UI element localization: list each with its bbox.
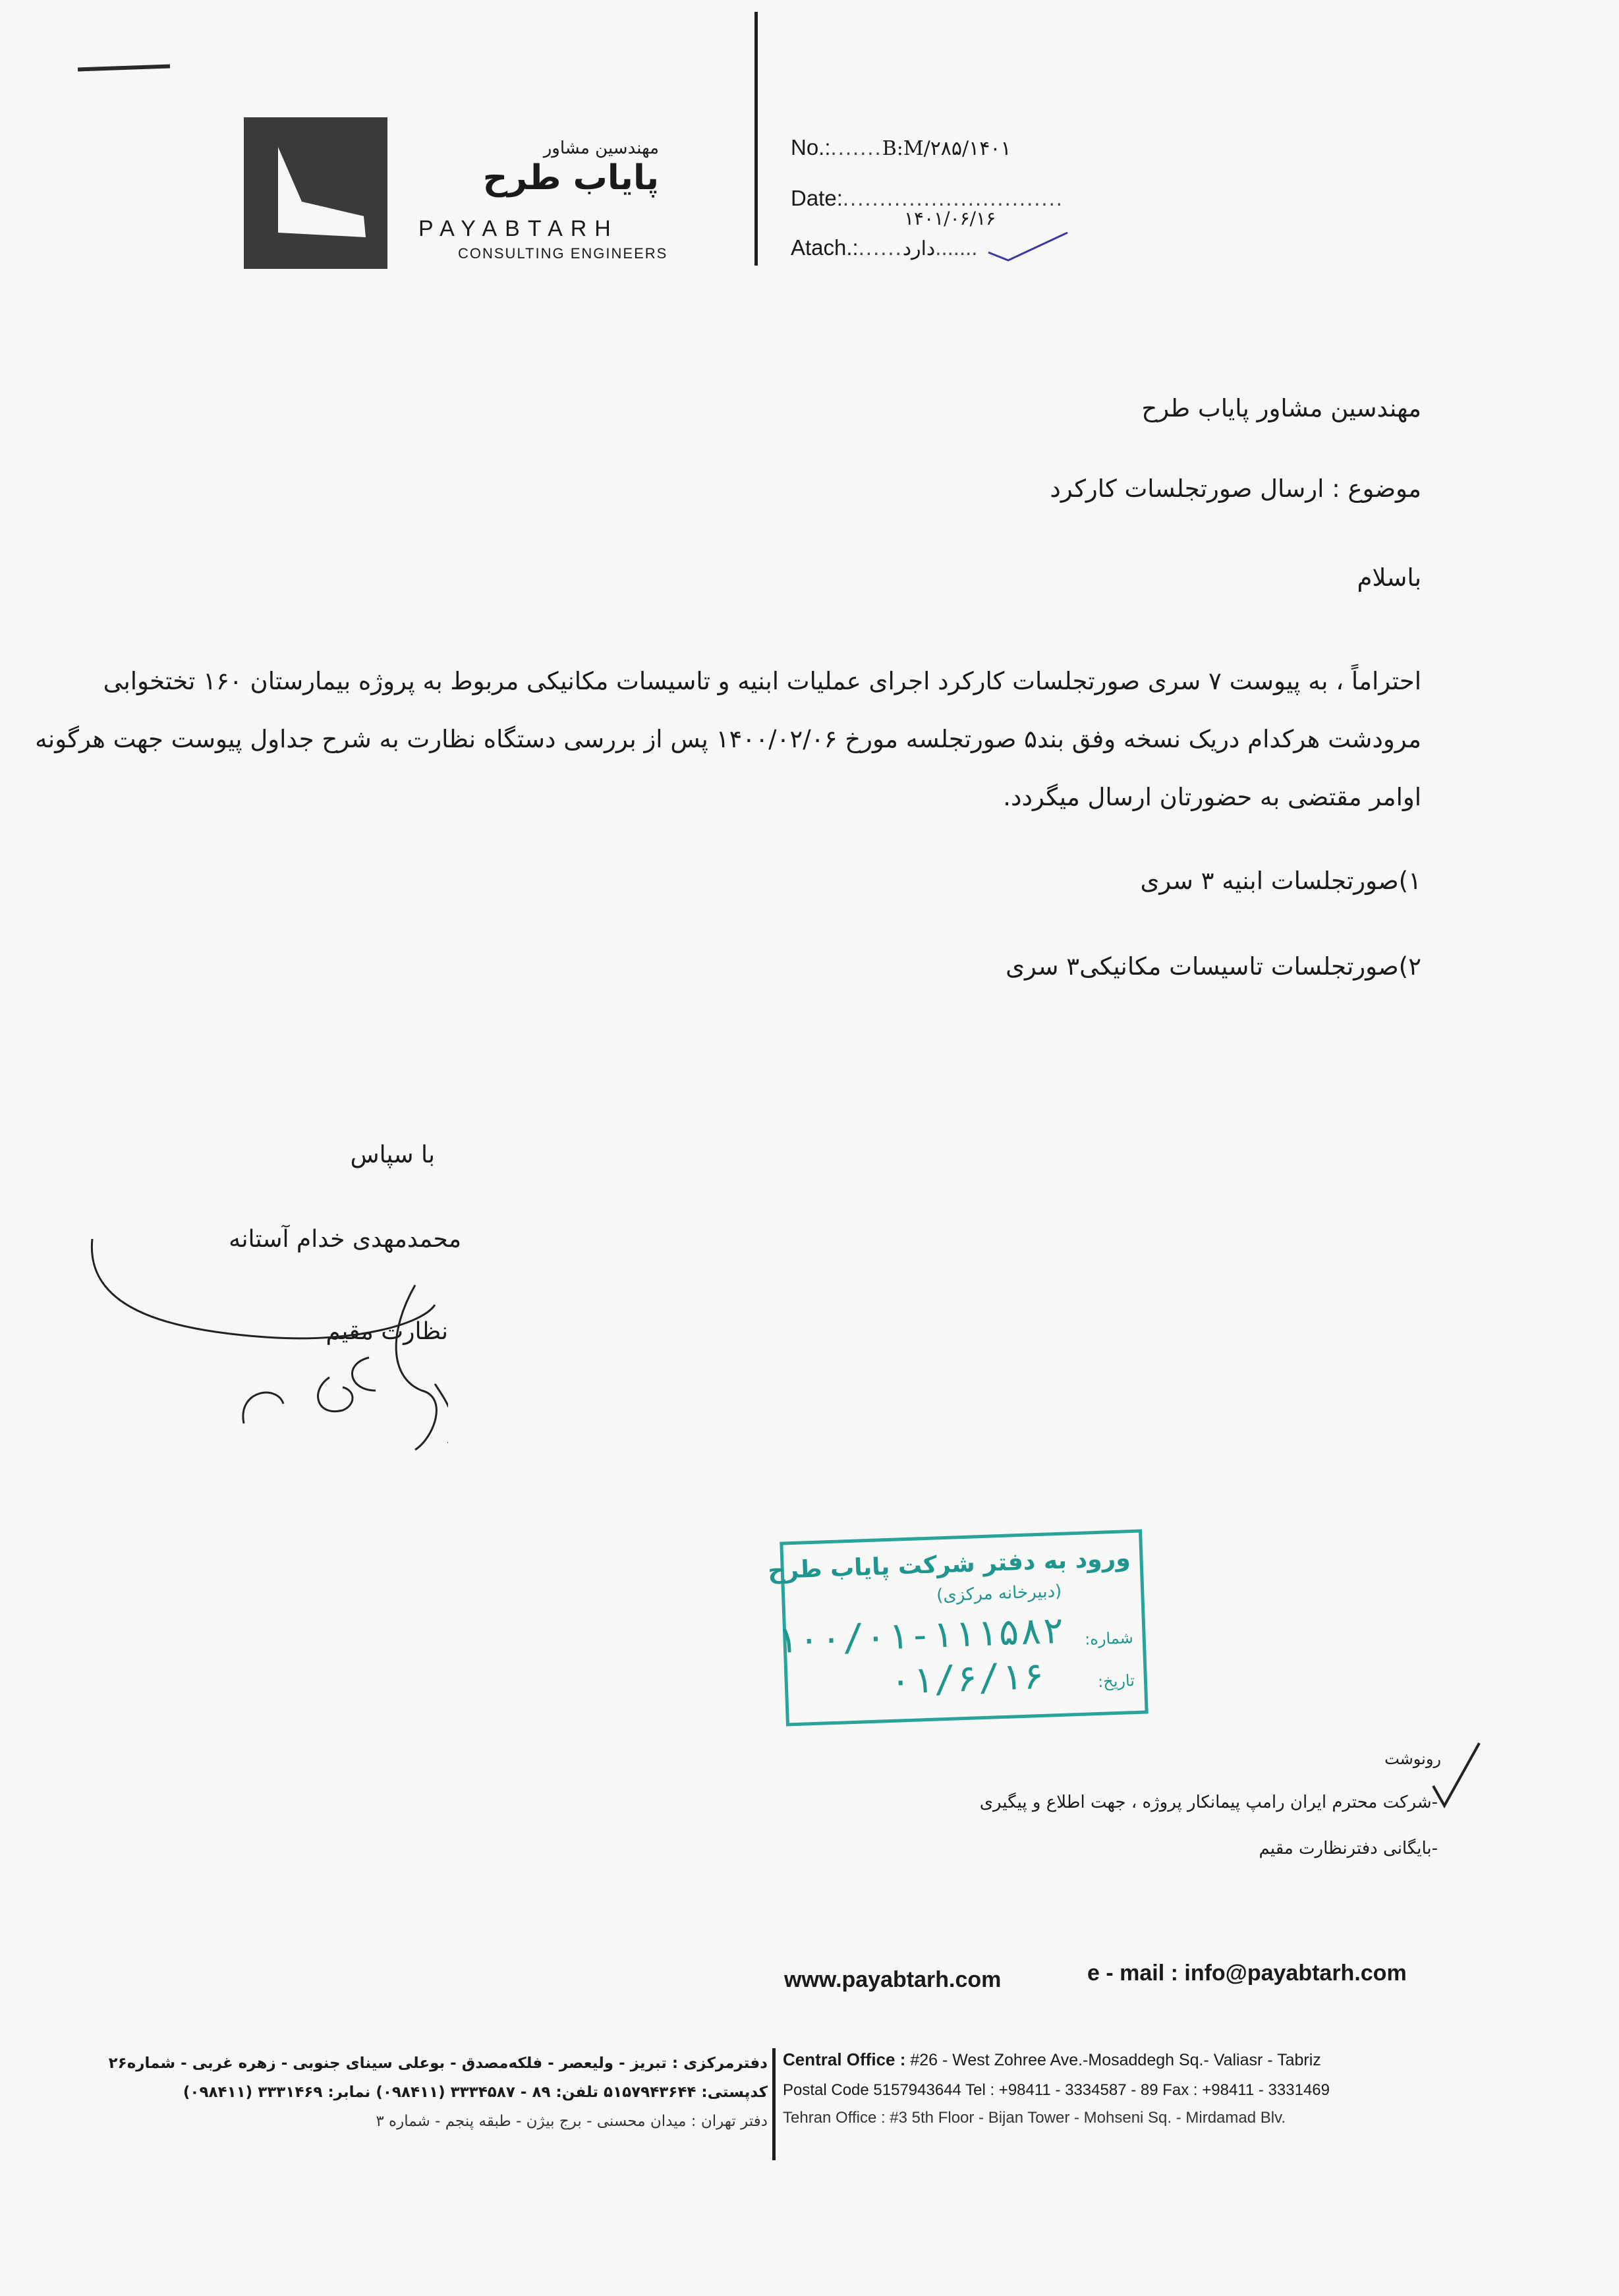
cc-recipient: -شرکت محترم ایران رامپ پیمانکار پروژه ، جهت اطلاع و پیگیری [979, 1793, 1438, 1812]
stamp-date-label: تاریخ: [1097, 1671, 1135, 1691]
stamp-number: ۱۰۰/۰۱-۱۱۱۵۸۲ [775, 1609, 1065, 1662]
postal-contact: Postal Code 5157943644 Tel : +98411 - 3334587 - 89 Fax : +98411 - 3331469 [783, 2081, 1330, 2099]
tehran-office-fa: دفتر تهران : میدان محسنی - برج بیژن - طبقه پنجم - شماره ۳ [376, 2113, 768, 2130]
company-logo [244, 117, 387, 269]
letter-number-label: No.: [791, 135, 831, 159]
website-link[interactable]: www.payabtarh.com [784, 1967, 1002, 1992]
checkmark-icon [1430, 1740, 1483, 1812]
signer-title: نظارت مقیم [326, 1318, 448, 1345]
letter-number-value: B:M/۲۸۵/۱۴۰۱ [882, 137, 1011, 160]
attachment-value: دارد [902, 237, 936, 260]
cc-recipient: -بایگانی دفترنظارت مقیم [1259, 1839, 1438, 1858]
central-office-address [783, 2050, 1321, 2070]
email-link[interactable]: e - mail : info@payabtarh.com [1087, 1961, 1407, 1986]
letter-date-value: ۱۴۰۱/۰۶/۱۶ [904, 208, 996, 229]
attachment-field: Atach.:......دارد....... [791, 235, 978, 260]
cc-label: رونوشت [1384, 1750, 1441, 1768]
central-office-label: Central Office : [783, 2050, 906, 2069]
body-paragraph: احتراماً ، به پیوست ۷ سری صورتجلسات کارکرد اجرای عملیات ابنیه و تاسیسات مکانیکی مربوط به پروژه بیمارستان ۱۶۰ تختخوابی مرودشت هرکدام دریک نسخه وفق بند۵ صورتجلسه مورخ ۱۴۰۰/۰۲/۰۶ پس از بررسی دستگاه نظارت به شرح جداول پیوست جهت هرگونه اوامر مقتضی به حضورتان ارسال میگردد. [35, 667, 1421, 811]
stamp-title: ورود به دفتر شرکت پایاب طرح [767, 1545, 1131, 1585]
logo-persian-name: پایاب طرح [482, 158, 659, 198]
attachment-label: Atach.: [791, 235, 859, 260]
scan-mark [78, 65, 170, 72]
logo-english-name: PAYABTARH [418, 216, 619, 241]
tehran-office-address: Tehran Office : #3 5th Floor - Bijan Tower - Mohseni Sq. - Mirdamad Blv. [783, 2109, 1286, 2126]
logo-mark-icon [244, 117, 387, 269]
logo-persian-subtitle: مهندسین مشاور [543, 138, 659, 158]
greeting: باسلام [1357, 563, 1421, 592]
handwritten-signature [79, 1226, 448, 1503]
stamp-subtitle: (دبیرخانه مرکزی) [936, 1581, 1062, 1606]
recipient: مهندسین مشاور پایاب طرح [1141, 394, 1421, 422]
attachment-tick-icon [982, 227, 1074, 267]
closing: با سپاس [350, 1141, 435, 1168]
enclosure-item: ۲)صورتجلسات تاسیسات مکانیکی۳ سری [1006, 952, 1421, 981]
hq-phones-fa: کدپستی: ۵۱۵۷۹۴۳۶۴۴ تلفن: ۸۹ - ۳۳۳۴۵۸۷ (۰۹۸۴۱۱) نمابر: ۳۳۳۱۴۶۹ (۰۹۸۴۱۱) [183, 2084, 768, 2101]
received-stamp [767, 1529, 1148, 1726]
stamp-number-label: شماره: [1084, 1628, 1134, 1649]
hq-address-fa: دفترمرکزی : تبریز - ولیعصر - فلکه‌مصدق - بوعلی سینای جنوبی - زهره غربی - شماره۲۶ [108, 2055, 768, 2072]
stamp-date: ۰۱/۶/۱۶ [888, 1654, 1046, 1703]
letter-number-field: No.:.......B:M/۲۸۵/۱۴۰۱ [791, 135, 1011, 160]
logo-english-subtitle: CONSULTING ENGINEERS [458, 245, 668, 262]
signer-name: محمدمهدی خدام آستانه [229, 1226, 461, 1253]
central-office-value: #26 - West Zohree Ave.-Mosaddegh Sq.- Valiasr - Tabriz [910, 2051, 1321, 2069]
enclosure-item: ۱)صورتجلسات ابنیه ۳ سری [1140, 867, 1421, 895]
subject-line: موضوع : ارسال صورتجلسات کارکرد [1050, 474, 1421, 503]
letter-date-field: Date:.............................. [791, 186, 1064, 210]
footer-divider [772, 2048, 776, 2160]
header-divider [754, 12, 758, 266]
letter-date-label: Date: [791, 186, 843, 210]
